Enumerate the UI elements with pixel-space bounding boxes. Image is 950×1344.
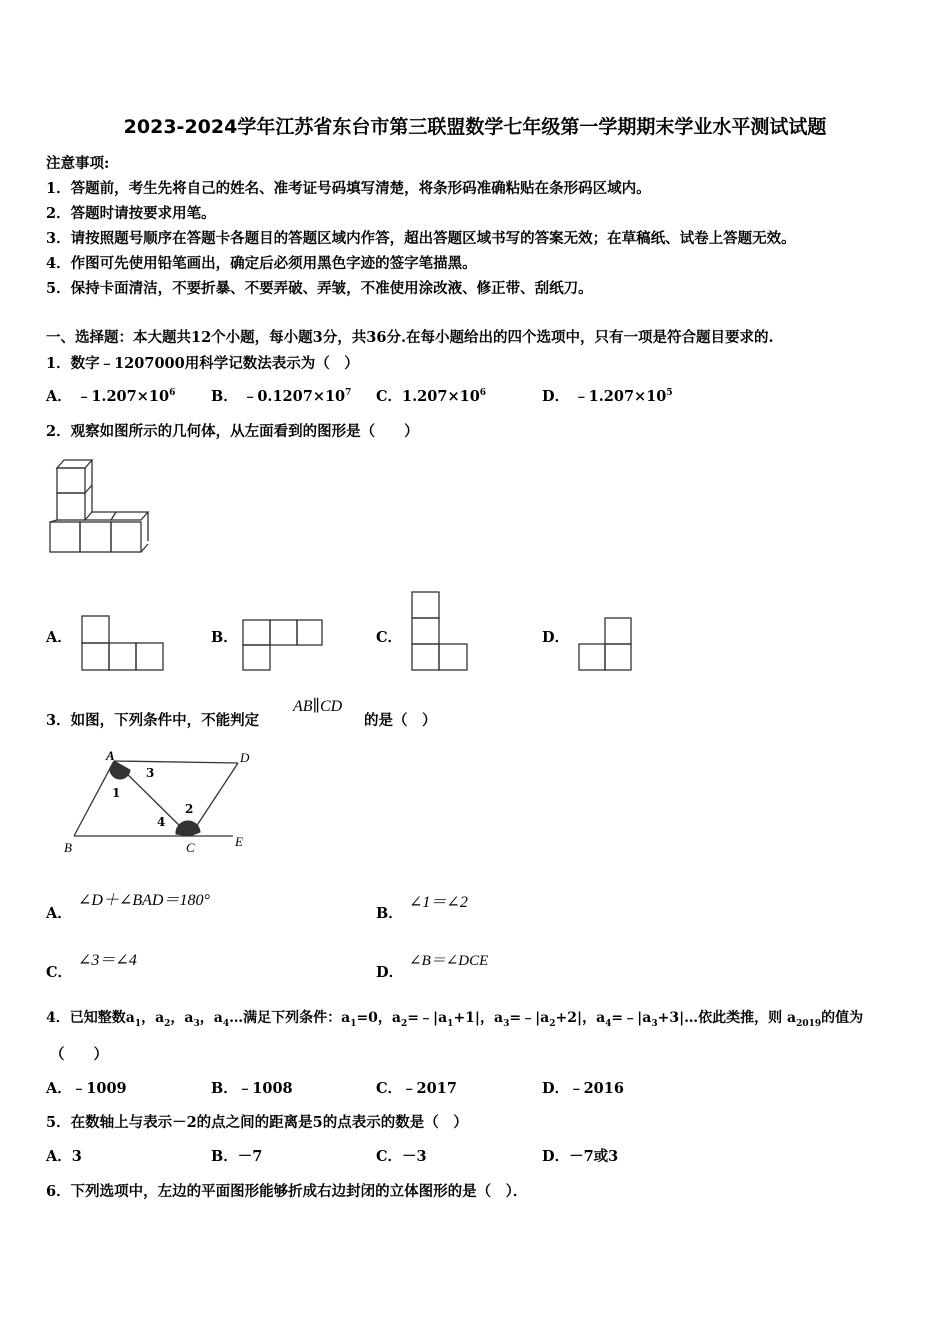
point-e-label: E — [235, 834, 243, 849]
point-a-label: A — [106, 748, 115, 763]
q1-option-d: D． $﹣1.207\times 10^5$ — [542, 388, 673, 405]
q3-option-c-math: ∠3＝∠4 — [78, 952, 137, 969]
point-b-label: B — [64, 840, 72, 855]
q1-option-c: C．$1.207\times 10^6$ — [376, 388, 487, 405]
q3-option-c-label: C． — [46, 964, 73, 981]
q4-option-a: A．﹣1009 — [46, 1080, 127, 1097]
q3-option-b-label: B． — [376, 905, 403, 922]
note-item: 2．答题时请按要求用笔。 — [46, 205, 216, 222]
notes-heading: 注意事项: — [46, 155, 110, 172]
question-3-stem: 3．如图，下列条件中，不能判定 — [46, 712, 260, 729]
q1-option-b: B． $﹣0.1207\times 10^7$ — [211, 388, 352, 405]
point-c-label: C — [186, 840, 195, 855]
point-d-label: D — [240, 750, 250, 765]
question-2-stem: 2．观察如图所示的几何体，从左面看到的图形是（ ） — [46, 423, 419, 440]
page-title: 2023-2024学年江苏省东台市第三联盟数学七年级第一学期期末学业水平测试试题 — [123, 116, 827, 138]
angle-1-label: 1 — [112, 786, 121, 800]
q3-option-d-label: D． — [376, 964, 404, 981]
q3-stem-tail: 的是（ ） — [364, 712, 437, 729]
note-item: 1．答题前，考生先将自己的姓名、准考证号码填写清楚，将条形码准确粘贴在条形码区域内。 — [46, 180, 651, 197]
q5-option-c: C．－3 — [376, 1148, 427, 1165]
question-5-stem: 5．在数轴上与表示－2的点之间的距离是5的点表示的数是（ ） — [46, 1114, 468, 1131]
q3-option-a-math: ∠D＋∠BAD＝180° — [78, 892, 210, 909]
q4-paren: （ ） — [50, 1046, 108, 1063]
q2-option-b-label: B． — [211, 629, 238, 646]
q3-stem-math: AB∥CD — [293, 698, 343, 715]
q2-option-c-label: C． — [376, 629, 403, 646]
question-4-stem: 4．已知整数$a_1$，$a_2$，$a_3$，$a_4\dots$满足下列条件：$a_1=0$，$a_2=﹣|a_1+1|$，$a_3=﹣|a_2+2|$，$a_4=﹣|a_3+3|\dots$依此类推，则 $a_{2019}$的值为 — [46, 1010, 864, 1029]
note-item: 3．请按照题号顺序在答题卡各题目的答题区域内作答，超出答题区域书写的答案无效；在草稿纸、试卷上答题无效。 — [46, 230, 796, 247]
section-heading: 一、选择题：本大题共12个小题，每小题3分，共36分.在每小题给出的四个选项中，只有一项是符合题目要求的. — [46, 329, 774, 346]
q4-option-c: C．﹣2017 — [376, 1080, 457, 1097]
q4-option-b: B．﹣1008 — [211, 1080, 293, 1097]
q2-option-d-label: D． — [542, 629, 570, 646]
question-6-stem: 6．下列选项中，左边的平面图形能够折成右边封闭的立体图形的是（ ）． — [46, 1183, 528, 1200]
q3-option-a-label: A． — [46, 905, 72, 922]
q3-option-d-math: ∠B＝∠DCE — [409, 953, 489, 969]
q5-option-a: A．3 — [46, 1148, 82, 1165]
angle-3-label: 3 — [146, 766, 155, 780]
q1-option-a: A． $﹣1.207\times 10^6$ — [46, 388, 176, 405]
q3-option-b-math: ∠1＝∠2 — [409, 894, 468, 911]
question-1-stem: 1．数字﹣1207000用科学记数法表示为（ ） — [46, 355, 359, 372]
angle-2-label: 2 — [185, 802, 194, 816]
q5-option-d: D．－7或3 — [542, 1148, 619, 1165]
q4-option-d: D．﹣2016 — [542, 1080, 624, 1097]
note-item: 4．作图可先使用铅笔画出，确定后必须用黑色字迹的签字笔描黑。 — [46, 255, 477, 272]
angle-4-label: 4 — [157, 815, 166, 829]
note-item: 5．保持卡面清洁，不要折暴、不要弄破、弄皱，不准使用涂改液、修正带、刮纸刀。 — [46, 280, 593, 297]
q2-option-a-label: A． — [46, 629, 72, 646]
q5-option-b: B．－7 — [211, 1148, 263, 1165]
